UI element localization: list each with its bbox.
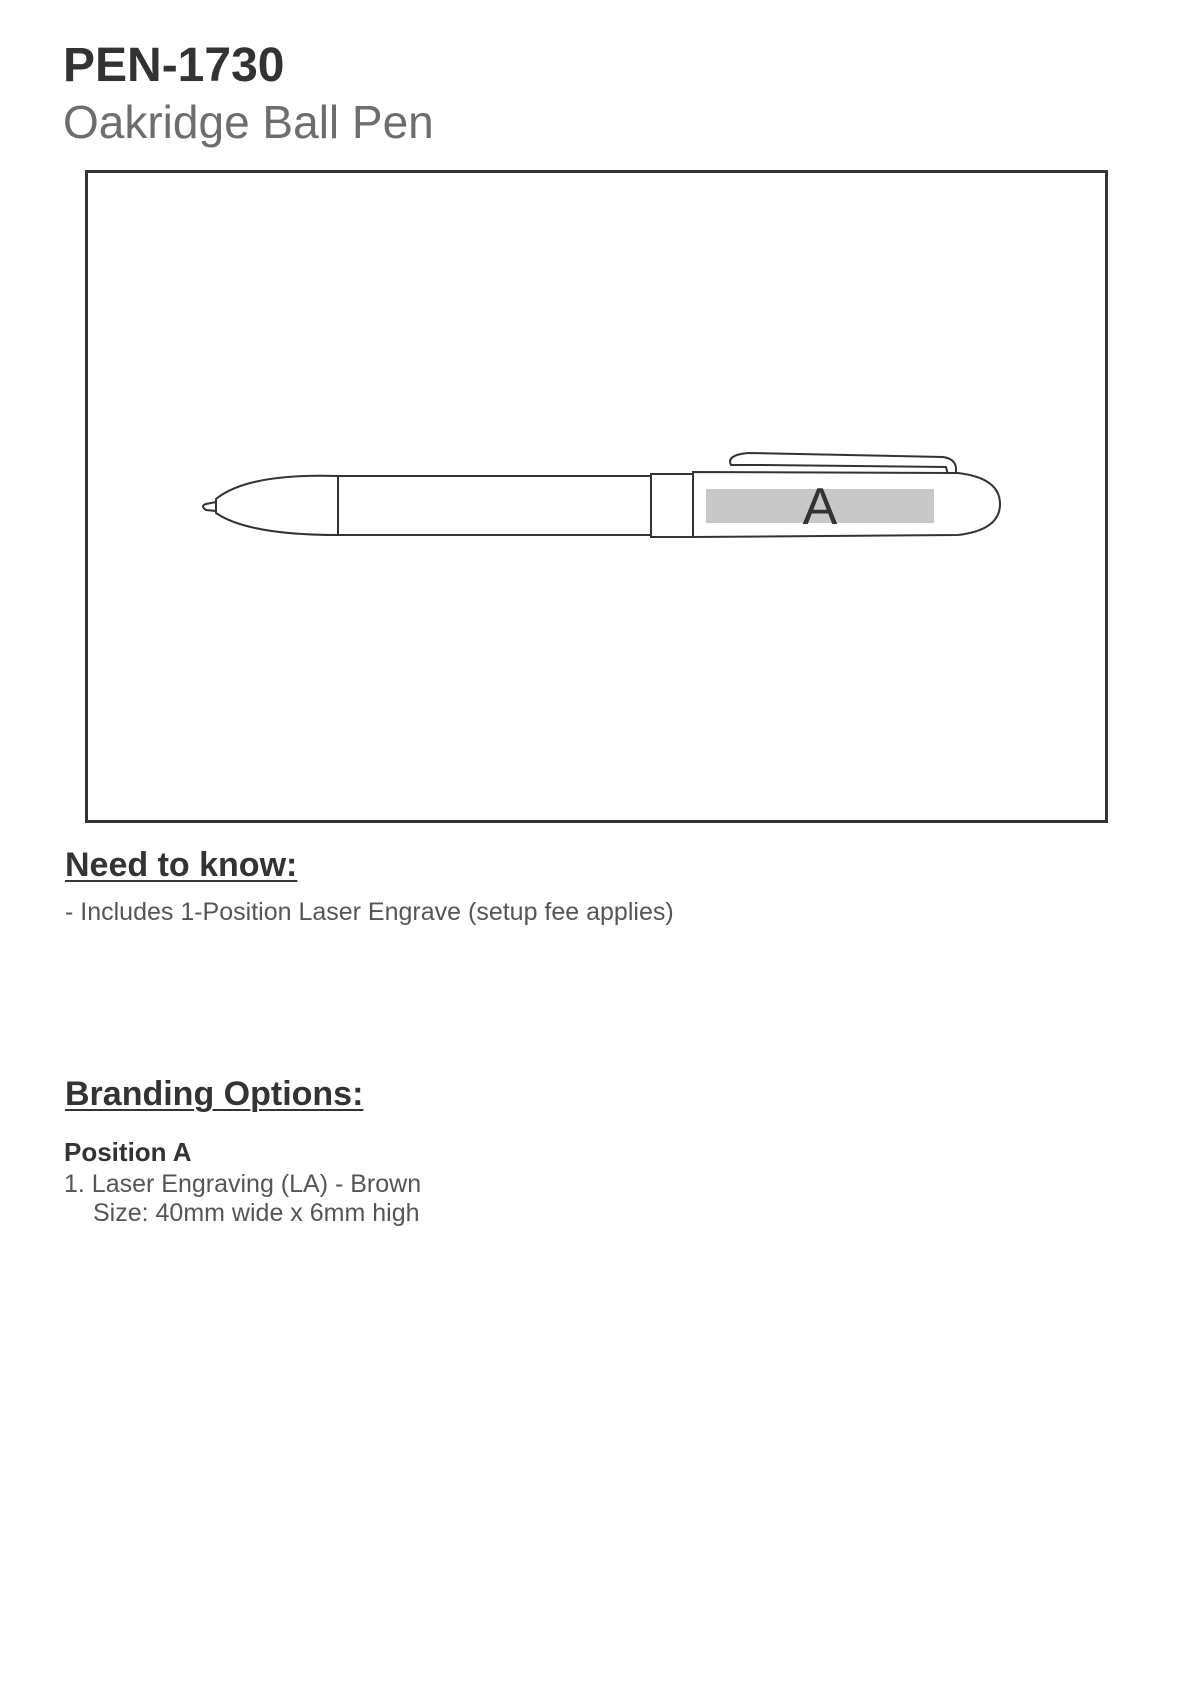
- branding-options-heading: Branding Options:: [65, 1075, 364, 1113]
- branding-method: 1. Laser Engraving (LA) - Brown: [64, 1170, 422, 1198]
- position-marker-a: A: [802, 478, 838, 536]
- product-code: PEN-1730: [63, 39, 285, 92]
- need-to-know-item: - Includes 1-Position Laser Engrave (setup fee applies): [65, 898, 674, 926]
- product-name: Oakridge Ball Pen: [63, 96, 434, 148]
- pen-ring: [651, 474, 693, 537]
- product-illustration-frame: [85, 170, 1108, 823]
- pen-illustration: [88, 173, 1105, 820]
- pen-tip: [203, 502, 216, 511]
- need-to-know-heading: Need to know:: [65, 846, 298, 884]
- branding-size: Size: 40mm wide x 6mm high: [93, 1199, 420, 1227]
- position-a-label: Position A: [64, 1137, 192, 1167]
- pen-barrel: [338, 476, 651, 535]
- pen-nose: [216, 476, 338, 535]
